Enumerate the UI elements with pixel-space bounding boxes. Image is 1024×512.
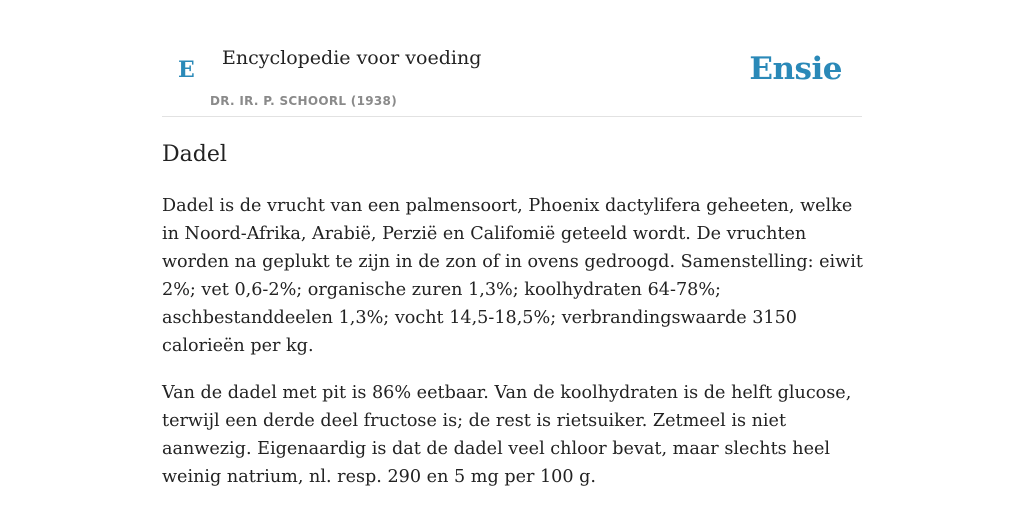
- author-label: DR. IR. P. SCHOORL (1938): [210, 94, 397, 108]
- entry-body: [162, 192, 864, 510]
- entry-paragraph: Dadel is de vrucht van een palmensoort, Phoenix dactylifera geheeten, welke in Noord-Afrika, Arabië, Perzië en Califomië geteeld wordt. De vruchten worden na geplukt te zijn in de zon of in ovens gedroogd. Samenstelling: eiwit 2%; vet 0,6-2%; organische zuren 1,3%; koolhydraten 64-78%; aschbestanddeelen 1,3%; vocht 14,5-18,5%; verbrandingswaarde 3150 calorieën per kg.: [162, 196, 863, 356]
- entry-paragraph: Van de dadel met pit is 86% eetbaar. Van de koolhydraten is de helft glucose, terwijl een derde deel fructose is; de rest is rietsuiker. Zetmeel is niet aanwezig. Eigenaardig is dat de dadel veel chloor bevat, maar slechts heel weinig natrium, nl. resp. 290 en 5 mg per 100 g.: [162, 383, 852, 487]
- book-title[interactable]: Encyclopedie voor voeding: [222, 47, 482, 69]
- brand-logo[interactable]: Ensie: [749, 51, 842, 87]
- book-header: [162, 0, 862, 117]
- letter-badge: E: [178, 57, 195, 83]
- entry-title: Dadel: [162, 142, 227, 167]
